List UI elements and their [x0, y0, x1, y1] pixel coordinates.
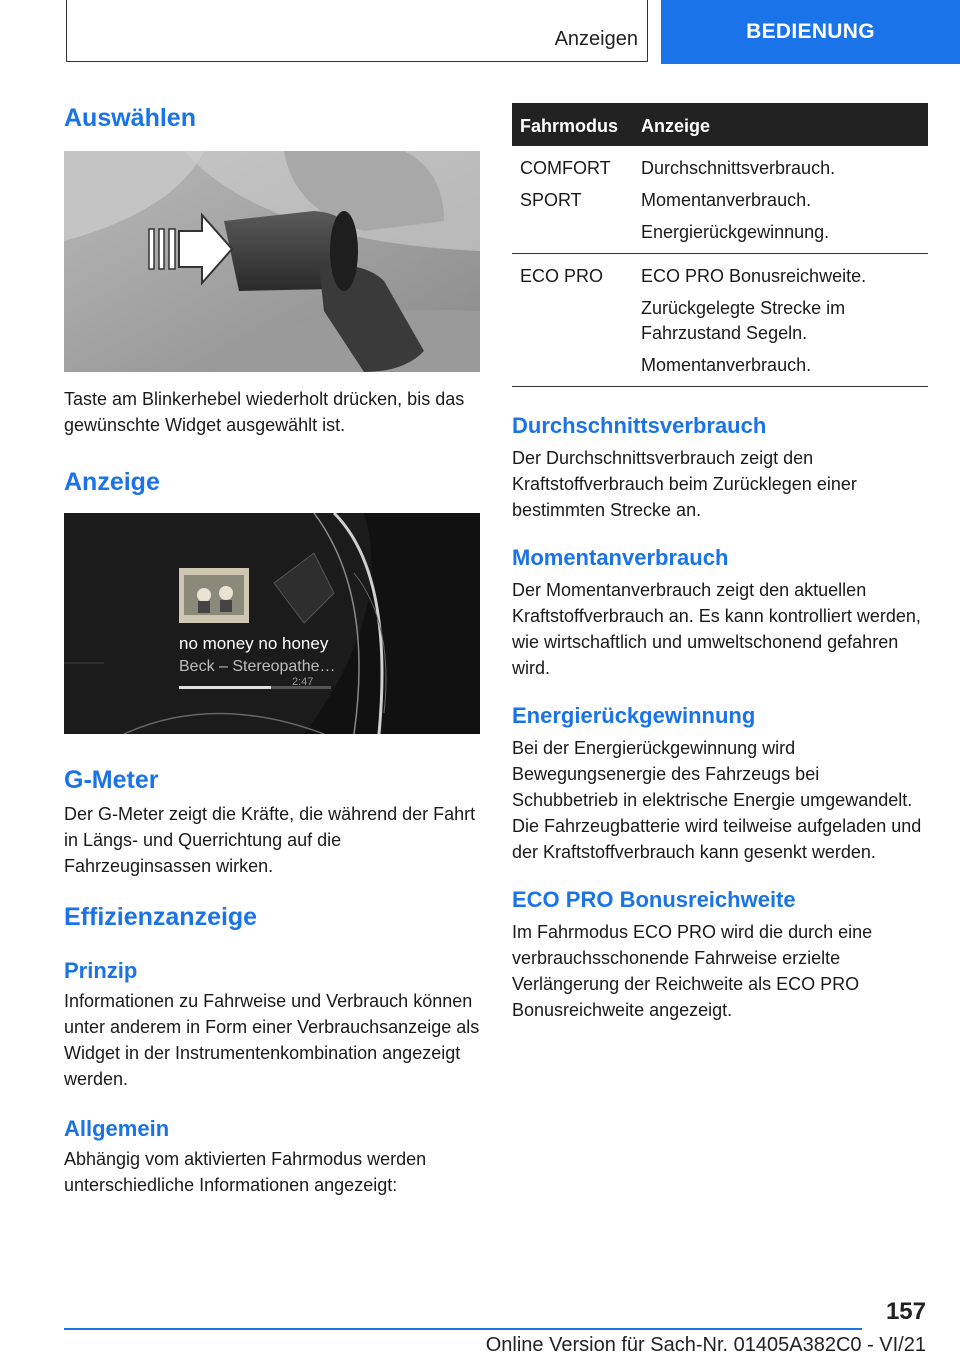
mode-sport: SPORT [520, 190, 582, 210]
allgemein-text: Abhängig vom aktivierten Fahrmodus werden unterschiedliche Informationen angezeigt: [64, 1149, 427, 1195]
durchschnittsverbrauch-text: Der Durchschnittsverbrauch zeigt den Kraftstoffverbrauch beim Zurücklegen einer bestimmten Strecke an. [512, 448, 857, 520]
mode-comfort: COMFORT [520, 158, 611, 178]
table-row [512, 254, 928, 387]
screen-song-title: no money no honey [179, 634, 329, 653]
heading-gmeter: G-Meter [64, 766, 159, 794]
drive-mode-table [512, 103, 928, 387]
turn-signal-lever-photo [64, 151, 480, 372]
table-cell-modes [512, 146, 633, 254]
display-item: Momentanverbrauch. [641, 190, 812, 210]
screen-time: 2:47 [292, 676, 314, 688]
page-number: 157 [885, 1298, 926, 1325]
table-header-row [512, 103, 928, 146]
footer-online-version: Online Version für Sach-Nr. 01405A382C0 - VI/21 [485, 1334, 926, 1356]
left-column [64, 100, 480, 1198]
auswaehlen-text: Taste am Blinkerhebel wiederholt drücken, bis das gewünschte Widget ausgewählt ist. [64, 389, 465, 435]
heading-durchschnittsverbrauch: Durchschnittsverbrauch [512, 413, 767, 438]
table-cell-displays [633, 146, 928, 254]
right-column [512, 103, 928, 1023]
display-item: Durchschnittsverbrauch. [641, 158, 836, 178]
display-item: ECO PRO Bonusreichweite. [641, 266, 867, 286]
table-row [512, 146, 928, 254]
heading-energierueckgewinnung: Energierückgewinnung [512, 703, 756, 728]
footer-divider [64, 1328, 862, 1330]
eco-pro-bonusreichweite-text: Im Fahrmodus ECO PRO wird die durch eine verbrauchsschonende Fahrweise erzielte Verlängerung der Reichweite als ECO PRO Bonusreichweite angezeigt. [512, 922, 873, 1020]
table-header-mode: Fahrmodus [512, 103, 633, 146]
momentanverbrauch-text: Der Momentanverbrauch zeigt den aktuellen Kraftstoffverbrauch an. Es kann kontrolliert werden, wie wirtschaftlich und umweltschonend gefahren wird. [512, 580, 921, 678]
gmeter-text: Der G-Meter zeigt die Kräfte, die während der Fahrt in Längs- und Querrichtung auf die Fahrzeuginsassen wirken. [64, 804, 476, 876]
energierueckgewinnung-text: Bei der Energierückgewinnung wird Bewegungsenergie des Fahrzeugs bei Schubbetrieb in elektrische Energie umgewandelt. Die Fahrzeugbatterie wird teilweise aufgeladen und der Kraftstoffverbrauch kann gesenkt werden. [512, 738, 922, 862]
instrument-cluster-photo [64, 513, 480, 734]
table-cell-modes [512, 254, 633, 387]
display-item: Zurückgelegte Strecke im Fahrzustand Segeln. [641, 298, 846, 343]
heading-auswaehlen: Auswählen [64, 104, 196, 132]
prinzip-text: Informationen zu Fahrweise und Verbrauch können unter anderem in Form einer Verbrauchsanzeige als Widget in der Instrumentenkombination angezeigt werden. [64, 991, 480, 1089]
table-cell-displays [633, 254, 928, 387]
header-section-title: Anzeigen [554, 28, 638, 50]
screen-artist: Beck – Stereopathe… [179, 658, 336, 675]
mode-eco-pro: ECO PRO [520, 266, 604, 286]
heading-effizienzanzeige: Effizienzanzeige [64, 903, 258, 931]
heading-eco-pro-bonusreichweite: ECO PRO Bonusreichweite [512, 887, 796, 912]
heading-momentanverbrauch: Momentanverbrauch [512, 545, 729, 570]
heading-prinzip: Prinzip [64, 958, 138, 983]
heading-allgemein: Allgemein [64, 1116, 170, 1141]
display-item: Energierückgewinnung. [641, 222, 830, 242]
heading-anzeige: Anzeige [64, 468, 160, 496]
display-item: Momentanverbrauch. [641, 355, 812, 375]
table-header-display: Anzeige [633, 103, 928, 146]
header-chapter-tab: BEDIENUNG [661, 0, 960, 64]
